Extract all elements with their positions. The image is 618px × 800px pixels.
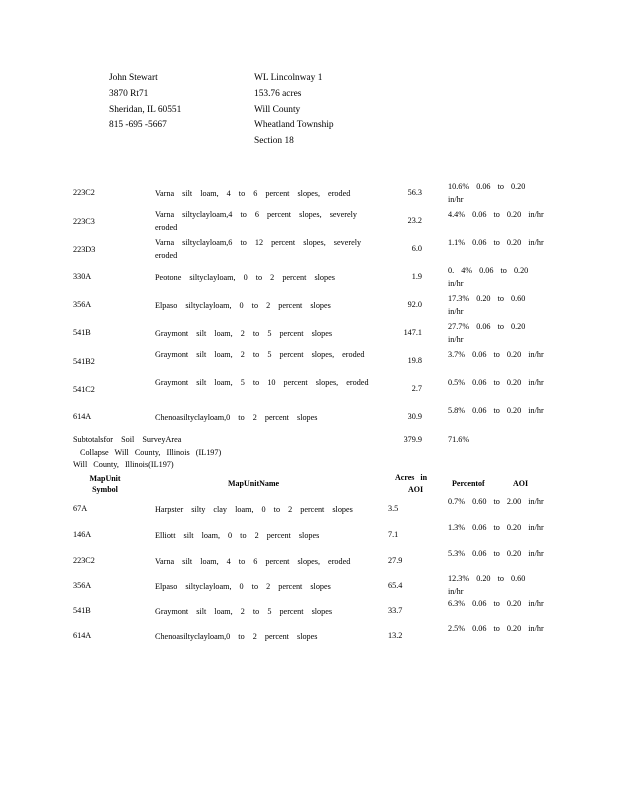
property-section: Section 18: [254, 136, 294, 147]
map-unit-symbol: 223C3: [73, 217, 95, 226]
map-unit-name: Elpaso siltyclayloam, 0 to 2 percent slopes: [155, 582, 331, 591]
acres-value: 56.3: [407, 188, 422, 197]
acres-value: 65.4: [388, 581, 403, 590]
percent-value: 12.3% 0.20 to 0.60 in/hr: [448, 574, 526, 596]
map-unit-symbol: 223D3: [73, 245, 96, 254]
percent-value: 0. 4% 0.06 to 0.20 in/hr: [448, 266, 529, 288]
percent-value: 3.7% 0.06 to 0.20 in/hr: [448, 350, 544, 359]
acres-value: 3.5: [388, 504, 399, 513]
percent-value: 4.4% 0.06 to 0.20 in/hr: [448, 210, 544, 219]
subtotal-label: Subtotalsfor Soil SurveyArea: [73, 435, 182, 444]
acres-value: 13.2: [388, 631, 403, 640]
subtotal-percent: 71.6%: [448, 435, 470, 444]
table-row: [0, 265, 618, 295]
map-unit-name: Graymont silt loam, 2 to 5 percent slopes: [155, 607, 333, 616]
map-unit-symbol: 356A: [73, 581, 92, 590]
subtotal-row: [0, 433, 618, 447]
percent-value: 2.5% 0.06 to 0.20 in/hr: [448, 624, 544, 633]
map-unit-name: Graymont silt loam, 2 to 5 percent slopes: [155, 329, 333, 338]
map-unit-symbol: 541B2: [73, 357, 95, 366]
map-unit-symbol: 541C2: [73, 385, 95, 394]
collapse-line-1: Collapse Will County, Illinois (IL197): [80, 448, 222, 457]
map-unit-symbol: 223C2: [73, 188, 95, 197]
acres-value: 6.0: [411, 244, 422, 253]
col-header-percent: Percentof: [452, 479, 485, 488]
map-unit-name: Varna silt loam, 4 to 6 percent slopes, eroded: [155, 557, 351, 566]
map-unit-symbol: 67A: [73, 504, 88, 513]
map-unit-name: Graymont silt loam, 2 to 5 percent slopes, eroded: [155, 350, 365, 359]
subtotal-acres: 379.9: [403, 435, 422, 444]
map-unit-name: Elpaso siltyclayloam, 0 to 2 percent slopes: [155, 301, 331, 310]
table-row: [0, 293, 618, 323]
table-row: [0, 321, 618, 351]
map-unit-name: Varna siltyclayloam,4 to 6 percent slopes, severely eroded: [155, 210, 357, 232]
map-unit-name: Elliott silt loam, 0 to 2 percent slopes: [155, 531, 320, 540]
property-township: Wheatland Township: [254, 120, 334, 131]
percent-value: 5.8% 0.06 to 0.20 in/hr: [448, 406, 544, 415]
map-unit-name: Peotone siltyclayloam, 0 to 2 percent slopes: [155, 273, 335, 282]
table-row: [0, 377, 618, 407]
map-unit-symbol: 223C2: [73, 556, 95, 565]
map-unit-symbol: 614A: [73, 631, 92, 640]
table-row: [0, 623, 618, 653]
percent-value: 6.3% 0.06 to 0.20 in/hr: [448, 599, 544, 608]
col-header-acres: Acres in: [395, 473, 428, 482]
table-row: [0, 181, 618, 211]
property-location: WL Lincolnway 1: [254, 73, 323, 83]
col-header-name: MapUnitName: [228, 479, 280, 488]
col-header-percent-sub: AOI: [513, 479, 529, 488]
map-unit-symbol: 356A: [73, 300, 92, 309]
collapse-line-2: Will County, Illinois(IL197): [73, 460, 174, 469]
percent-value: 10.6% 0.06 to 0.20 in/hr: [448, 182, 526, 204]
table-row: [0, 405, 618, 435]
acres-value: 1.9: [411, 272, 422, 281]
map-unit-name: Varna silt loam, 4 to 6 percent slopes, eroded: [155, 189, 351, 198]
contact-name: John Stewart: [109, 73, 158, 83]
acres-value: 7.1: [388, 530, 399, 539]
property-block: [254, 71, 334, 150]
acres-value: 92.0: [407, 300, 422, 309]
percent-value: 0.5% 0.06 to 0.20 in/hr: [448, 378, 544, 387]
map-unit-name: Varna siltyclayloam,6 to 12 percent slopes, severely eroded: [155, 238, 362, 260]
map-unit-symbol: 330A: [73, 272, 92, 281]
table-row: [0, 237, 618, 267]
percent-value: 0.7% 0.60 to 2.00 in/hr: [448, 497, 544, 506]
map-unit-name: Chenoasiltyclayloam,0 to 2 percent slopes: [155, 413, 318, 422]
property-acres: 153.76 acres: [254, 88, 302, 99]
property-county: Will County: [254, 104, 301, 115]
contact-block: [109, 71, 181, 134]
map-unit-name: Graymont silt loam, 5 to 10 percent slopes, eroded: [155, 378, 369, 387]
contact-city: Sheridan, IL 60551: [109, 104, 182, 115]
acres-value: 147.1: [403, 328, 422, 337]
map-unit-symbol: 614A: [73, 412, 92, 421]
map-unit-symbol: 541B: [73, 328, 91, 337]
percent-value: 17.3% 0.20 to 0.60 in/hr: [448, 294, 526, 316]
table-row: [0, 209, 618, 239]
acres-value: 19.8: [407, 356, 422, 365]
percent-value: 1.3% 0.06 to 0.20 in/hr: [448, 523, 544, 532]
contact-phone: 815 -695 -5667: [109, 120, 167, 131]
col-header-symbol: MapUnit Symbol: [89, 474, 121, 494]
map-unit-name: Chenoasiltyclayloam,0 to 2 percent slopes: [155, 632, 318, 641]
percent-value: 27.7% 0.06 to 0.20 in/hr: [448, 322, 526, 344]
acres-value: 33.7: [388, 606, 403, 615]
map-unit-symbol: 541B: [73, 606, 91, 615]
col-header-acres-sub: AOI: [408, 485, 424, 494]
table-row: [0, 349, 618, 379]
contact-address: 3870 Rt71: [109, 88, 149, 99]
acres-value: 23.2: [407, 216, 422, 225]
percent-value: 5.3% 0.06 to 0.20 in/hr: [448, 549, 544, 558]
acres-value: 30.9: [407, 412, 422, 421]
percent-value: 1.1% 0.06 to 0.20 in/hr: [448, 238, 544, 247]
map-unit-name: Harpster silty clay loam, 0 to 2 percent slopes: [155, 505, 353, 514]
map-unit-symbol: 146A: [73, 530, 92, 539]
acres-value: 2.7: [411, 384, 422, 393]
acres-value: 27.9: [388, 556, 403, 565]
